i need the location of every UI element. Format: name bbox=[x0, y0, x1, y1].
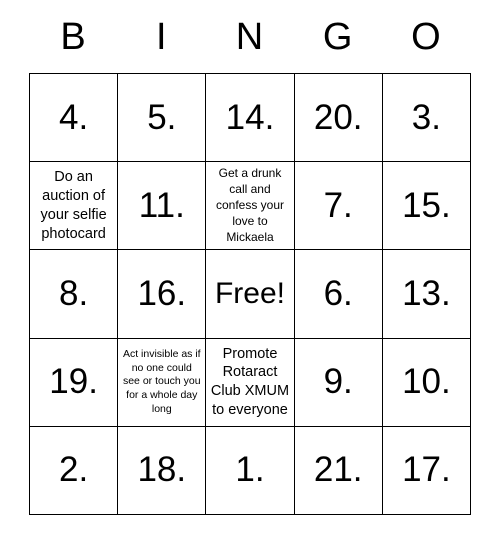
bingo-cell[interactable]: 1. bbox=[206, 427, 294, 515]
header-letter-n: N bbox=[235, 16, 264, 58]
bingo-cell[interactable]: Promote Rotaract Club XMUM to everyone bbox=[206, 339, 294, 427]
bingo-cell[interactable]: 4. bbox=[30, 74, 118, 162]
bingo-cell[interactable]: 18. bbox=[118, 427, 206, 515]
bingo-cell[interactable]: 10. bbox=[383, 339, 471, 427]
bingo-cell[interactable]: 21. bbox=[295, 427, 383, 515]
bingo-cell[interactable]: 6. bbox=[295, 250, 383, 338]
bingo-cell[interactable]: 7. bbox=[295, 162, 383, 250]
free-space-cell[interactable]: Free! bbox=[206, 250, 294, 338]
bingo-cell[interactable]: 8. bbox=[30, 250, 118, 338]
header-letter-i: I bbox=[156, 16, 167, 58]
bingo-cell[interactable]: 2. bbox=[30, 427, 118, 515]
bingo-cell[interactable]: 3. bbox=[383, 74, 471, 162]
bingo-cell[interactable]: 14. bbox=[206, 74, 294, 162]
bingo-cell[interactable]: Do an auction of your selfie photocard bbox=[30, 162, 118, 250]
header-letter-b: B bbox=[60, 16, 86, 58]
bingo-grid bbox=[29, 73, 471, 515]
bingo-cell[interactable]: Get a drunk call and confess your love to Mickaela bbox=[206, 162, 294, 250]
header-letter-o: O bbox=[411, 16, 441, 58]
bingo-cell[interactable]: 11. bbox=[118, 162, 206, 250]
bingo-cell[interactable]: 16. bbox=[118, 250, 206, 338]
bingo-cell[interactable]: 5. bbox=[118, 74, 206, 162]
bingo-cell[interactable]: 15. bbox=[383, 162, 471, 250]
bingo-cell[interactable]: 19. bbox=[30, 339, 118, 427]
bingo-cell[interactable]: Act invisible as if no one could see or touch you for a whole day long bbox=[118, 339, 206, 427]
bingo-cell[interactable]: 9. bbox=[295, 339, 383, 427]
bingo-cell[interactable]: 13. bbox=[383, 250, 471, 338]
bingo-cell[interactable]: 17. bbox=[383, 427, 471, 515]
bingo-cell[interactable]: 20. bbox=[295, 74, 383, 162]
header-letter-g: G bbox=[322, 16, 353, 58]
bingo-header bbox=[29, 0, 470, 72]
